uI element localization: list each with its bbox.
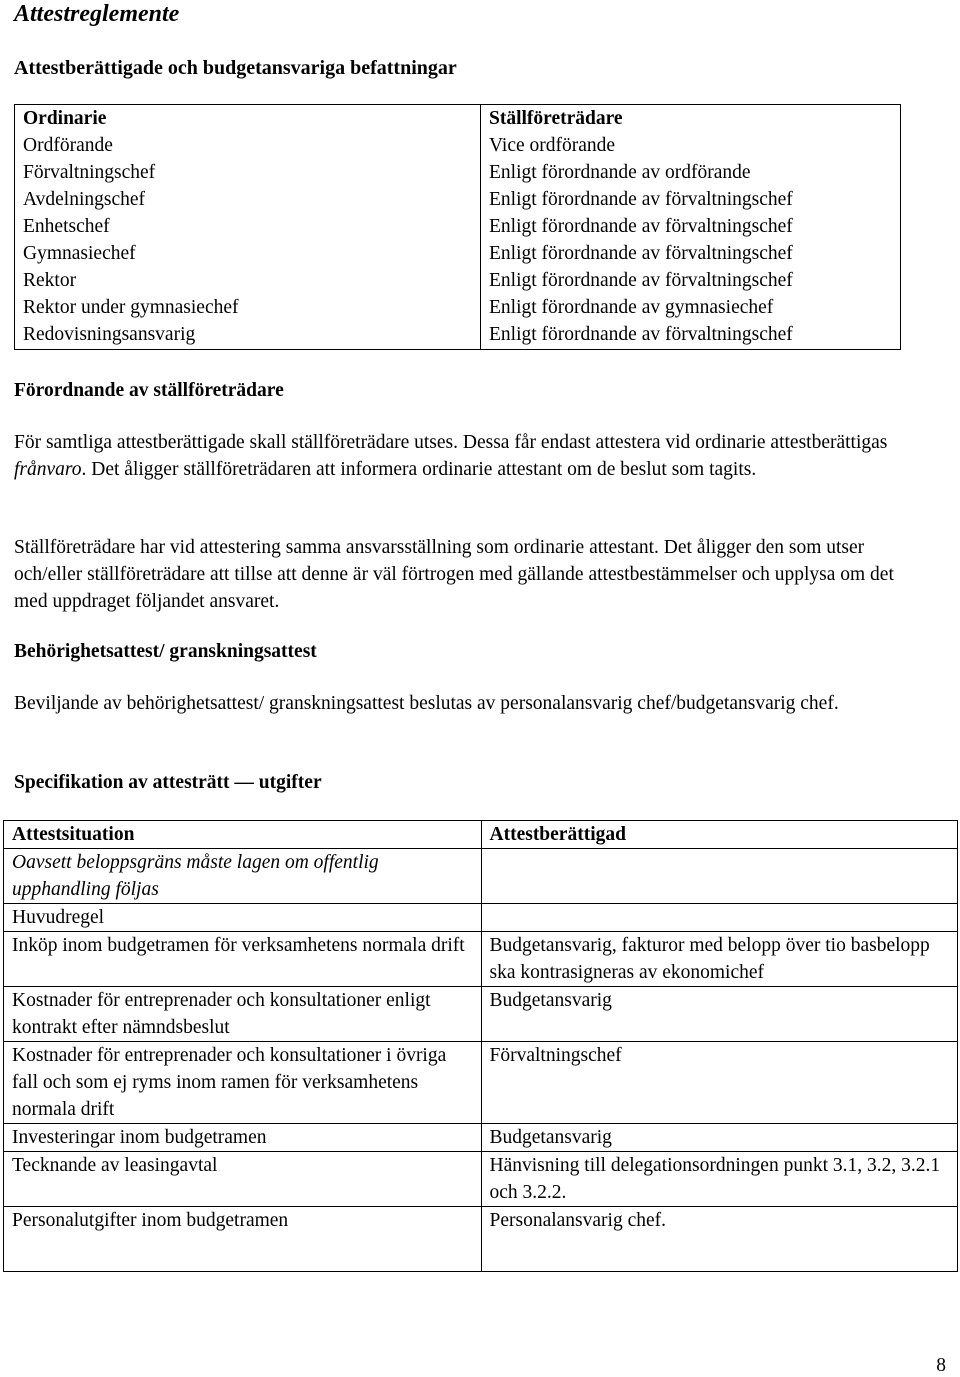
heading-forordnande: Förordnande av ställföreträdare <box>14 380 284 401</box>
table-cell: Investeringar inom budgetramen <box>4 1124 482 1152</box>
ordinarie-column <box>15 105 481 350</box>
heading-specifikation: Specifikation av attesträtt — utgifter <box>14 772 322 793</box>
table-row <box>4 904 958 932</box>
table-cell: Inköp inom budgetramen för verksamhetens normala drift <box>4 932 482 987</box>
table-cell: Förvaltningschef <box>481 1042 958 1124</box>
document-title: Attestreglemente <box>14 1 180 27</box>
heading-behorighet: Behörighetsattest/ granskningsattest <box>14 641 317 662</box>
stallforetradare-item: Vice ordförande <box>489 135 616 156</box>
stallforetradare-header: Ställföreträdare <box>489 108 623 129</box>
ordinarie-item: Rektor under gymnasiechef <box>23 297 239 318</box>
stallforetradare-column <box>481 105 901 350</box>
stallforetradare-item: Enligt förordnande av förvaltningschef <box>489 216 793 237</box>
ordinarie-header: Ordinarie <box>23 108 107 129</box>
table-row <box>4 821 958 849</box>
table-row <box>4 1042 958 1124</box>
table-cell: Kostnader för entreprenader och konsultationer i övriga fall och som ej ryms inom ramen för verksamhetens normala drift <box>4 1042 482 1124</box>
table-note-cell: Oavsett beloppsgräns måste lagen om offentlig upphandling följas <box>4 849 482 904</box>
stallforetradare-item: Enligt förordnande av förvaltningschef <box>489 243 793 264</box>
table-cell: Budgetansvarig <box>481 1124 958 1152</box>
ordinarie-item: Ordförande <box>23 135 113 156</box>
table-cell: Personalutgifter inom budgetramen <box>4 1207 482 1272</box>
paragraph-text: . Det åligger ställföreträdaren att informera ordinarie attestant om de beslut som tagits. <box>81 459 757 480</box>
ordinarie-item: Avdelningschef <box>23 189 146 210</box>
table-row <box>4 987 958 1042</box>
stallforetradare-item: Enligt förordnande av gymnasiechef <box>489 297 774 318</box>
table-row <box>4 849 958 904</box>
table-row <box>4 1124 958 1152</box>
table-cell: Kostnader för entreprenader och konsultationer enligt kontrakt efter nämndsbeslut <box>4 987 482 1042</box>
paragraph-forordnande-1 <box>14 429 929 483</box>
stallforetradare-item: Enligt förordnande av förvaltningschef <box>489 270 793 291</box>
specifikation-table <box>3 820 958 1272</box>
paragraph-emphasis: frånvaro <box>14 459 82 480</box>
table-cell: Budgetansvarig <box>481 987 958 1042</box>
ordinarie-item: Enhetschef <box>23 216 110 237</box>
ordinarie-item: Gymnasiechef <box>23 243 136 264</box>
table-cell: Personalansvarig chef. <box>481 1207 958 1272</box>
table-row <box>4 1207 958 1272</box>
table-header-cell: Attestberättigad <box>481 821 958 849</box>
ordinarie-item: Förvaltningschef <box>23 162 156 183</box>
paragraph-text: För samtliga attestberättigade skall ställföreträdare utses. Dessa får endast attestera vid ordinarie attestberättigas <box>14 432 888 453</box>
table-header-cell: Attestsituation <box>4 821 482 849</box>
roles-table <box>14 104 901 350</box>
table-cell: Budgetansvarig, fakturor med belopp över tio basbelopp ska kontrasigneras av ekonomichef <box>481 932 958 987</box>
table-row <box>4 1152 958 1207</box>
table-cell <box>481 849 958 904</box>
table-cell <box>481 904 958 932</box>
ordinarie-item: Redovisningsansvarig <box>23 324 196 345</box>
stallforetradare-item: Enligt förordnande av förvaltningschef <box>489 324 793 345</box>
stallforetradare-item: Enligt förordnande av förvaltningschef <box>489 189 793 210</box>
paragraph-behorighet: Beviljande av behörighetsattest/ granskningsattest beslutas av personalansvarig chef/budgetansvarig chef. <box>14 693 839 714</box>
ordinarie-item: Rektor <box>23 270 77 291</box>
table-subheading-cell: Huvudregel <box>4 904 482 932</box>
table-row <box>4 932 958 987</box>
section-title-befattningar: Attestberättigade och budgetansvariga befattningar <box>14 57 457 79</box>
paragraph-forordnande-2: Ställföreträdare har vid attestering samma ansvarsställning som ordinarie attestant. Det åligger den som utser och/eller ställföreträdare att tillse att denne är väl förtrogen med gällande attestbestämmelser och upplysa om det med uppdraget följandet ansvaret. <box>14 537 894 612</box>
page-number: 8 <box>936 1355 946 1376</box>
table-cell: Hänvisning till delegationsordningen punkt 3.1, 3.2, 3.2.1 och 3.2.2. <box>481 1152 958 1207</box>
stallforetradare-item: Enligt förordnande av ordförande <box>489 162 751 183</box>
roles-table-row <box>15 105 901 350</box>
table-cell: Tecknande av leasingavtal <box>4 1152 482 1207</box>
